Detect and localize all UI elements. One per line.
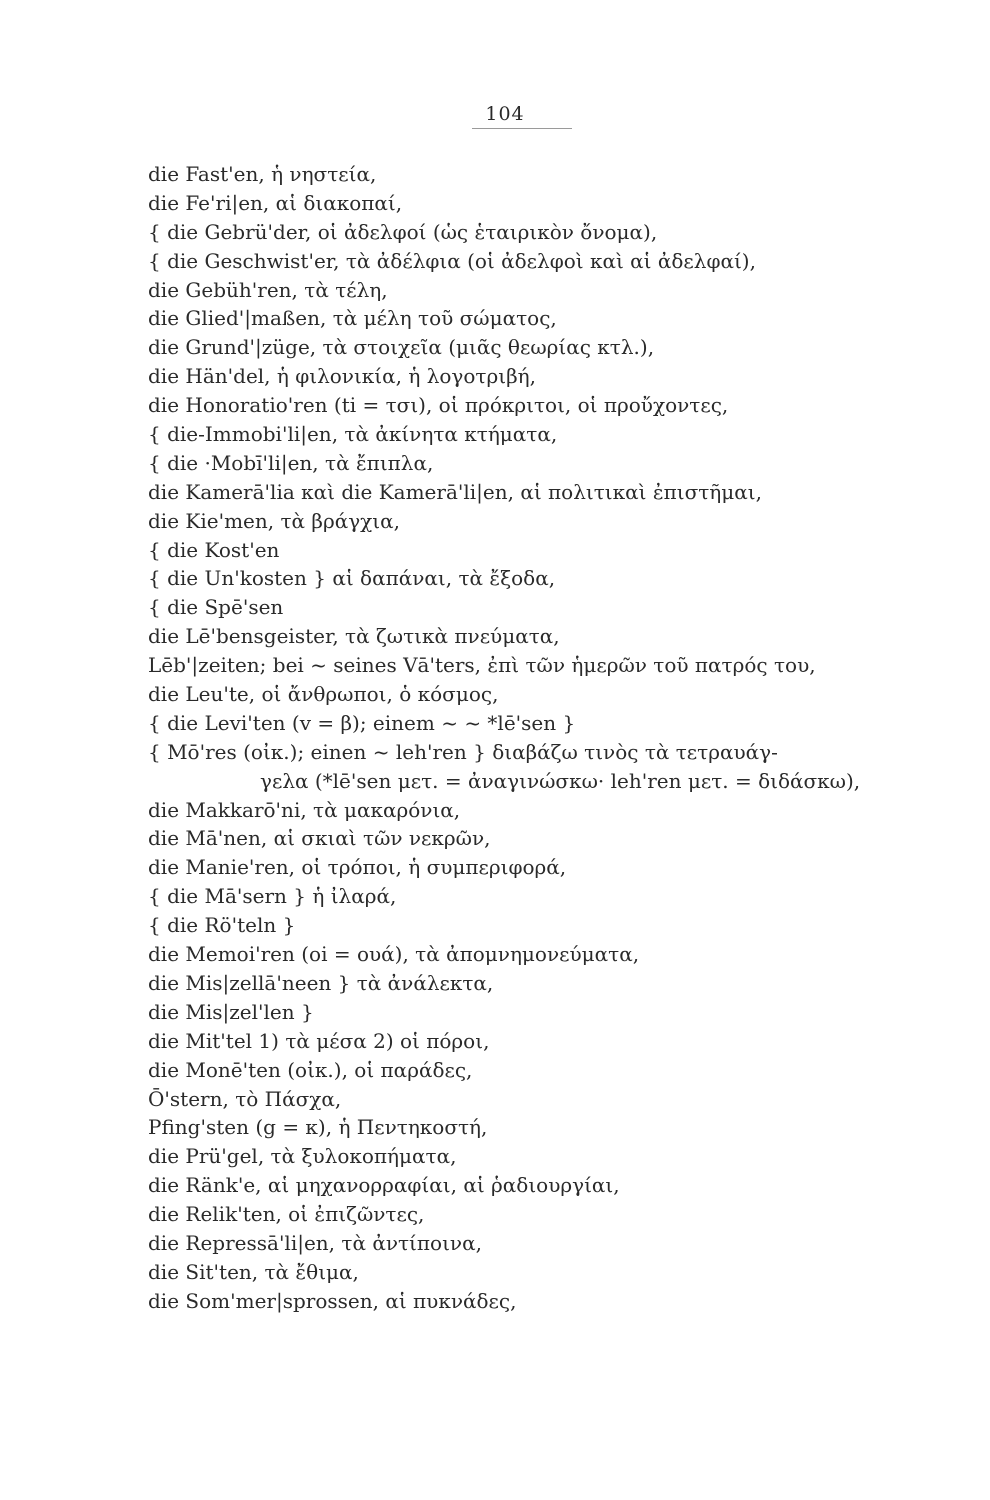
dictionary-entry: die Som'mer|sprossen, αἱ πυκνάδες, <box>148 1288 517 1313</box>
dictionary-entry: γελα (*lē'sen μετ. = ἀναγινώσκω· leh'ren μετ. = διδάσκω), <box>260 768 861 793</box>
dictionary-entry: die Memoi'ren (oi = ουά), τὰ ἀπομνημονεύματα, <box>148 942 640 967</box>
dictionary-entry: die Mis|zel'len } <box>148 999 314 1024</box>
dictionary-entry: die Kamerā'lia καὶ die Kamerā'li|en, αἱ πολιτικαὶ ἐπιστῆμαι, <box>148 479 762 504</box>
header-rule <box>472 128 572 129</box>
dictionary-entry: die Fast'en, ἡ νηστεία, <box>148 162 377 186</box>
dictionary-entry: die Hän'del, ἡ φιλονικία, ἡ λογοτριβή, <box>148 364 536 389</box>
dictionary-entry: die Prü'gel, τὰ ξυλοκοπήματα, <box>148 1144 457 1169</box>
dictionary-entry: Ō'stern, τὸ Πάσχα, <box>148 1086 342 1111</box>
dictionary-entry: Lēb'|zeiten; bei ~ seines Vā'ters, ἐπὶ τῶν ἡμερῶν τοῦ πατρός του, <box>148 653 816 678</box>
dictionary-entry: die Ränk'e, αἱ μηχανορραφίαι, αἱ ῥαδιουργίαι, <box>148 1173 620 1198</box>
dictionary-entry: die Glied'|maßen, τὰ μέλη τοῦ σώματος, <box>148 306 557 331</box>
entry-list <box>148 160 908 1316</box>
dictionary-entry: die Sit'ten, τὰ ἔθιμα, <box>148 1259 359 1284</box>
dictionary-entry: die Mā'nen, αἱ σκιαὶ τῶν νεκρῶν, <box>148 826 491 851</box>
dictionary-entry: { die Gebrü'der, οἱ ἀδελφοί (ὡς ἑταιρικὸν ὄνομα), <box>148 219 658 244</box>
dictionary-entry: die Lē'bensgeister, τὰ ζωτικὰ πνεύματα, <box>148 624 560 649</box>
dictionary-entry: die Makkarō'ni, τὰ μακαρόνια, <box>148 797 461 822</box>
dictionary-entry: die Grund'|züge, τὰ στοιχεῖα (μιᾶς θεωρίας κτλ.), <box>148 335 655 360</box>
dictionary-entry: { die Mā'sern } ἡ ἰλαρά, <box>148 884 397 909</box>
dictionary-entry: die Leu'te, οἱ ἄνθρωποι, ὁ κόσμος, <box>148 682 499 707</box>
dictionary-entry: die Manie'ren, οἱ τρόποι, ἡ συμπεριφορά, <box>148 855 567 880</box>
dictionary-entry: { die Geschwist'er, τὰ ἀδέλφια (οἱ ἀδελφοὶ καὶ αἱ ἀδελφαί), <box>148 248 756 273</box>
dictionary-entry: { die-Immobi'li|en, τὰ ἀκίνητα κτήματα, <box>148 422 558 447</box>
dictionary-entry: die Gebüh'ren, τὰ τέλη, <box>148 277 388 302</box>
dictionary-entry: { die Levi'ten (v = β); einem ~ ~ *lē'sen } <box>148 710 576 735</box>
dictionary-entry: die Monē'ten (οἰκ.), οἱ παράδες, <box>148 1057 473 1082</box>
dictionary-entry: { Mō'res (οἰκ.); einen ~ leh'ren } διαβάζω τινὸς τὰ τετραυάγ- <box>148 739 778 764</box>
dictionary-entry: die Mis|zellā'neen } τὰ ἀνάλεκτα, <box>148 970 494 995</box>
dictionary-entry: Pfing'sten (g = κ), ἡ Πεντηκοστή, <box>148 1115 488 1140</box>
dictionary-entry: { die Kost'en <box>148 537 280 562</box>
dictionary-entry: { die Rö'teln } <box>148 913 296 938</box>
dictionary-entry: { die Un'kosten } αἱ δαπάναι, τὰ ἔξοδα, <box>148 566 556 591</box>
dictionary-entry: { die ·Mobī'li|en, τὰ ἔπιπλα, <box>148 450 434 475</box>
dictionary-entry: die Fe'ri|en, αἱ διακοπαί, <box>148 190 403 215</box>
dictionary-entry: die Repressā'li|en, τὰ ἀντίποινα, <box>148 1230 482 1255</box>
dictionary-entry: { die Spē'sen <box>148 595 284 620</box>
dictionary-entry: die Mit'tel 1) τὰ μέσα 2) οἱ πόροι, <box>148 1028 490 1053</box>
dictionary-entry: die Relik'ten, οἱ ἐπιζῶντες, <box>148 1202 425 1227</box>
dictionary-entry: die Honoratio'ren (ti = τσι), οἱ πρόκριτοι, οἱ προὔχοντες, <box>148 393 729 418</box>
page-number: 104 <box>485 103 525 125</box>
dictionary-entry: die Kie'men, τὰ βράγχια, <box>148 508 400 533</box>
